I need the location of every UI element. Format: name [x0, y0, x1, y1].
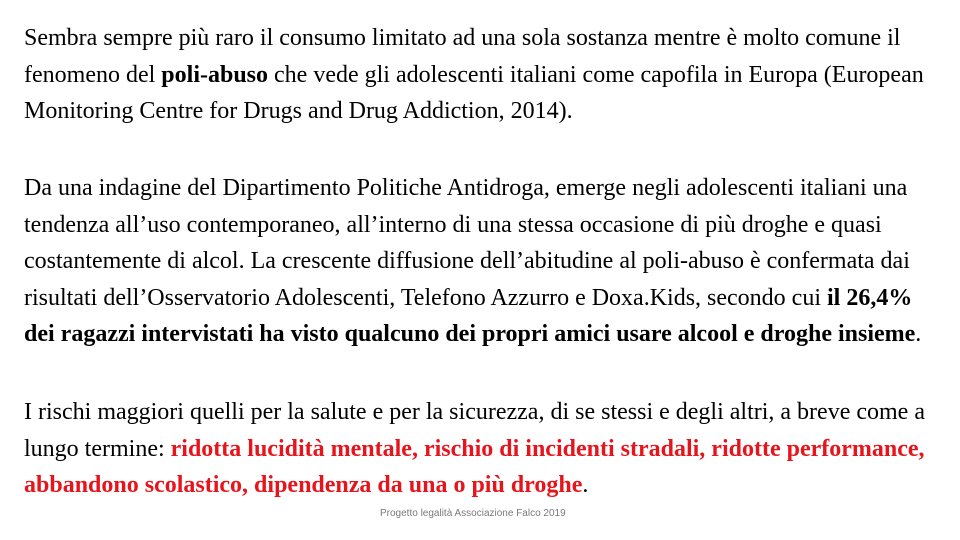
- p3-text-1: I rischi maggiori quelli per la salute e per la sicurezza, di se stessi e degli altri, a breve come a lungo termine:: [24, 399, 925, 462]
- p3-red-risks: ridotta lucidità mentale, rischio di incidenti stradali, ridotte performance, abbandono scolastico, dipendenza da una o più droghe: [24, 435, 925, 498]
- p2-text-1: Da una indagine del Dipartimento Politiche Antidroga, emerge negli adolescenti italiani una tendenza all’uso contemporaneo, all’interno di una stessa occasione di più droghe e quasi costantemente di alcol. La crescente diffusione dell’abitudine al poli-abuso è confermata dai risultati dell’Osservatorio Adolescenti, Telefono Azzurro e Doxa.Kids, secondo cui: [24, 175, 910, 311]
- p1-text-2: che vede gli adolescenti italiani come capofila in Europa (European Monitoring Centre for Drugs and Drug Addiction, 2014).: [24, 61, 924, 124]
- p1-bold-term: poli-abuso: [161, 61, 269, 88]
- p2-bold-statistic: il 26,4% dei ragazzi intervistati ha visto qualcuno dei propri amici usare alcool e droghe insieme: [24, 284, 916, 347]
- paragraph-rischi: [24, 394, 942, 504]
- paragraph-poli-abuso: [24, 20, 942, 130]
- p1-text-1: Sembra sempre più raro il consumo limitato ad una sola sostanza mentre è molto comune il fenomeno del: [24, 25, 901, 88]
- slide-footer: Progetto legalità Associazione Falco 2019: [380, 508, 566, 519]
- paragraph-indagine: [24, 170, 942, 353]
- p2-text-2: .: [915, 321, 922, 347]
- p3-text-2: .: [582, 472, 589, 498]
